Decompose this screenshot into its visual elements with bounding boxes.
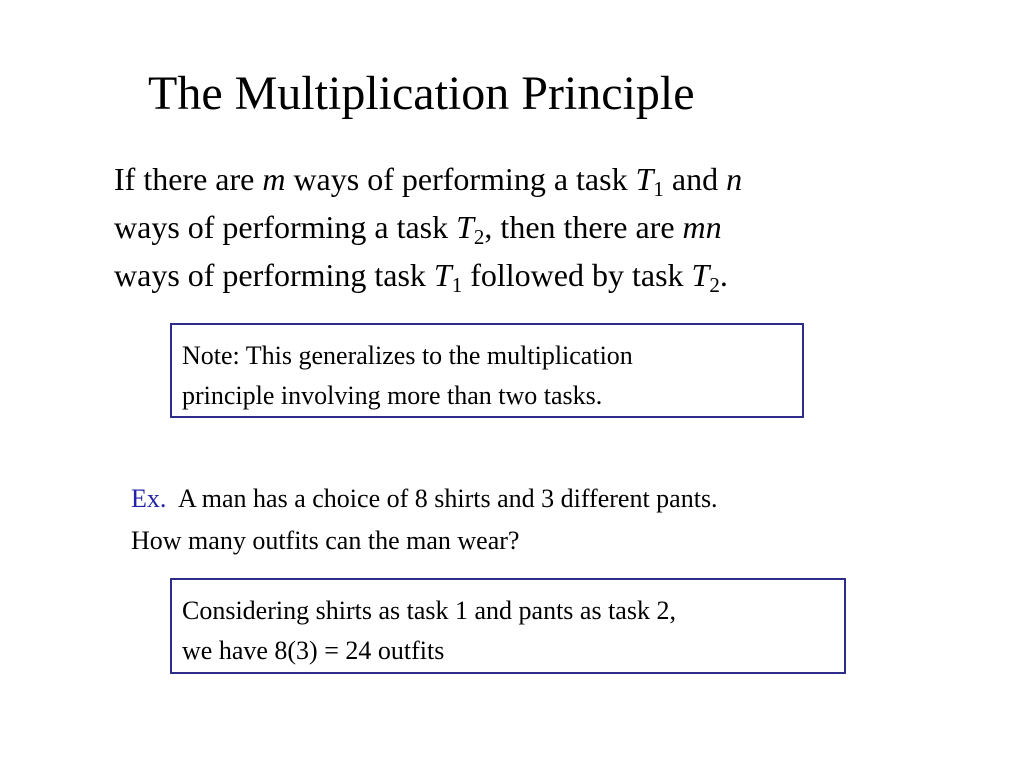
example-label: Ex. bbox=[131, 484, 167, 513]
answer-line-1: Considering shirts as task 1 and pants as task 2, bbox=[182, 596, 676, 625]
text-segment: . bbox=[719, 257, 728, 293]
text-segment: ways of performing a task bbox=[285, 161, 636, 197]
text-segment: ways of performing task bbox=[114, 257, 434, 293]
note-line-2: principle involving more than two tasks. bbox=[182, 381, 603, 410]
principle-statement bbox=[114, 155, 914, 299]
answer-box bbox=[170, 578, 846, 674]
variable-mn: mn bbox=[682, 209, 722, 245]
note-line-1: Note: This generalizes to the multiplication bbox=[182, 341, 633, 370]
variable-m: m bbox=[262, 161, 286, 197]
text-segment: followed by task bbox=[462, 257, 692, 293]
principle-line-3 bbox=[114, 251, 914, 299]
subscript: 1 bbox=[653, 177, 664, 201]
example-text: A man has a choice of 8 shirts and 3 different pants. bbox=[166, 484, 718, 513]
text-segment: ways of performing a task bbox=[114, 209, 457, 245]
principle-line-2 bbox=[114, 203, 914, 251]
example-line-1 bbox=[131, 478, 718, 520]
text-segment: and bbox=[663, 161, 727, 197]
variable-n: n bbox=[726, 161, 743, 197]
variable-t: T bbox=[456, 209, 474, 245]
example-question bbox=[131, 478, 718, 562]
note-box bbox=[170, 323, 804, 418]
subscript: 2 bbox=[473, 225, 485, 249]
answer-line-2: we have 8(3) = 24 outfits bbox=[182, 636, 445, 665]
subscript: 2 bbox=[709, 273, 720, 297]
slide-title: The Multiplication Principle bbox=[148, 67, 695, 120]
subscript: 1 bbox=[451, 273, 463, 297]
variable-t: T bbox=[433, 257, 452, 293]
variable-t: T bbox=[635, 161, 654, 197]
principle-line-1 bbox=[114, 155, 914, 203]
text-segment: If there are bbox=[114, 161, 263, 197]
example-line-2: How many outfits can the man wear? bbox=[131, 526, 520, 555]
variable-t: T bbox=[691, 257, 710, 293]
text-segment: , then there are bbox=[484, 209, 683, 245]
